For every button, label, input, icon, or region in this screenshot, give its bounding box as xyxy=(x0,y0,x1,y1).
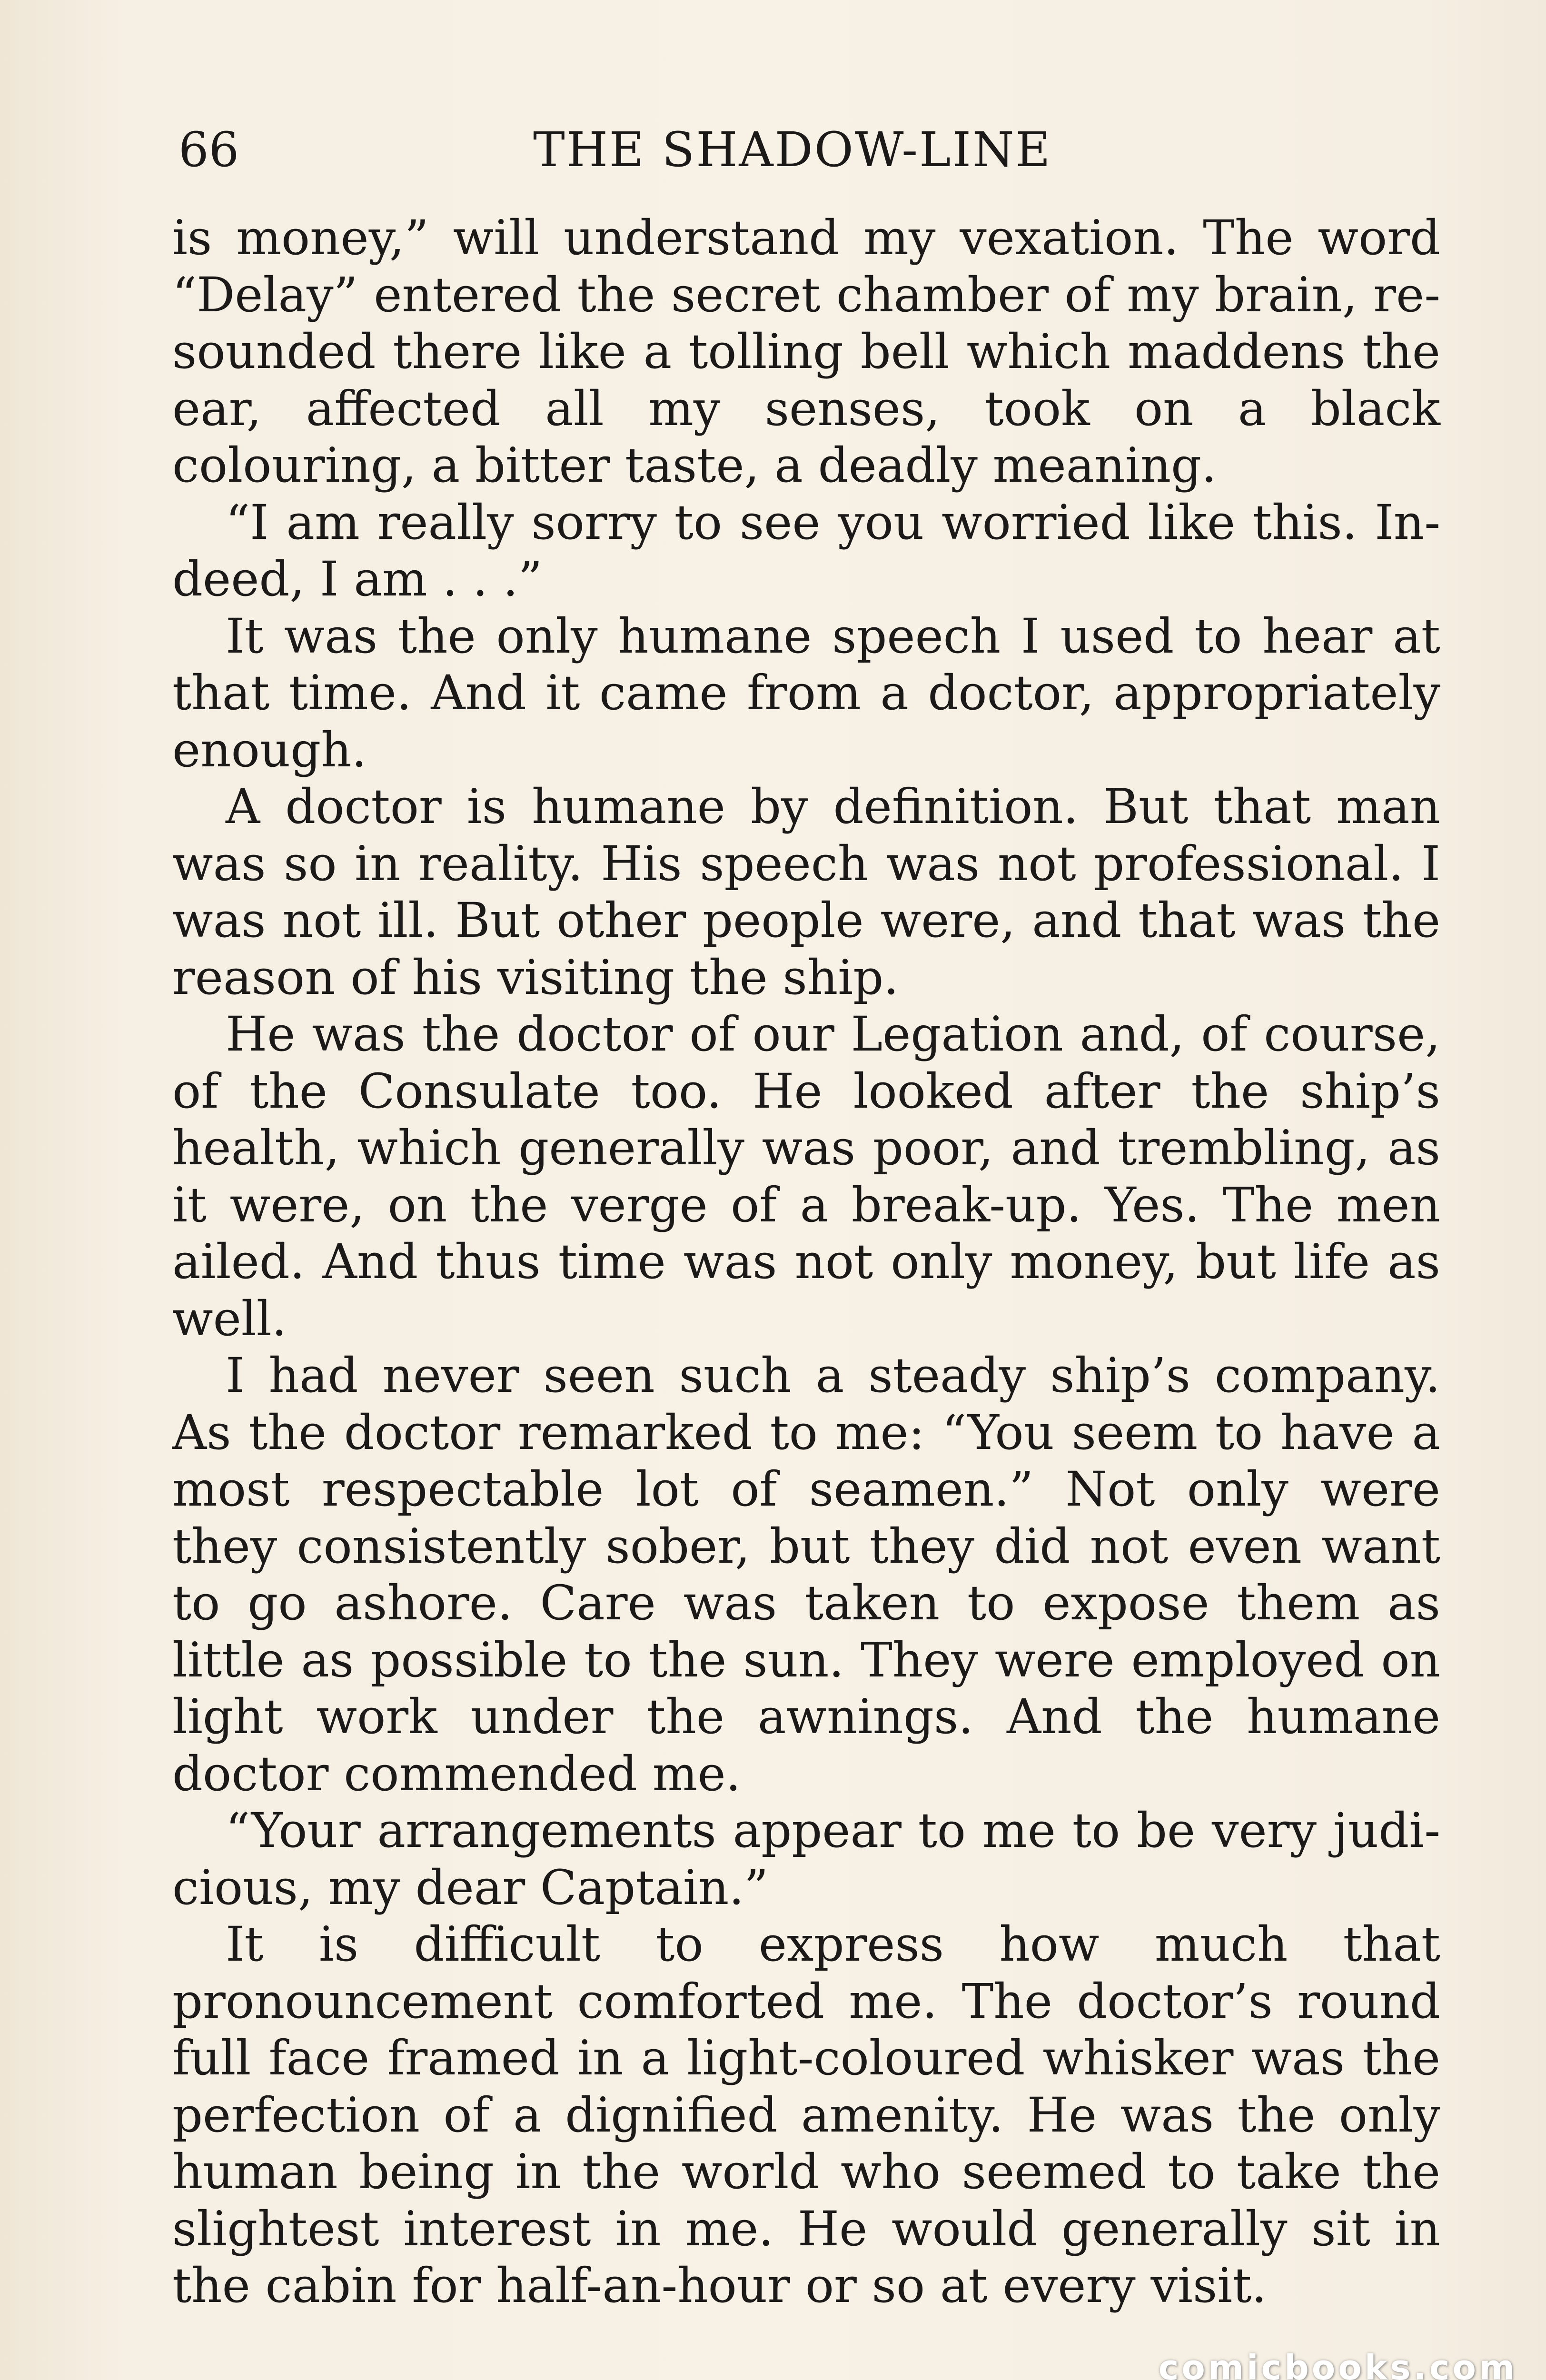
running-head xyxy=(171,114,1437,176)
body-text xyxy=(172,209,1440,2314)
paragraph: “Your arrangements appear to me to be very judicious, my dear Captain.” xyxy=(172,1803,1440,1915)
page-number: 66 xyxy=(178,122,239,178)
paragraph: It was the only humane speech I used to hear at that time. And it came from a doctor, appropriately enough. xyxy=(172,608,1440,778)
paragraph: is money,” will understand my vexation. The word “Delay” entered the secret chamber of my brain, resounded there like a tolling bell which maddens the ear, affected all my senses, took on a black colouring, a bitter taste, a deadly meaning. xyxy=(172,210,1440,493)
running-title: THE SHADOW-LINE xyxy=(533,122,1052,178)
paragraph: “I am really sorry to see you worried like this. Indeed, I am . . .” xyxy=(172,494,1440,607)
watermark: comicbooks.com xyxy=(1158,2348,1517,2380)
paragraph: A doctor is humane by definition. But that man was so in reality. His speech was not professional. I was not ill. But other people were, and that was the reason of his visiting the ship. xyxy=(172,779,1440,1005)
paragraph: It is difficult to express how much that pronouncement comforted me. The doctor’s round full face framed in a light-coloured whisker was the perfection of a dignified amenity. He was the only human being in the world who seemed to take the slightest interest in me. He would generally sit in the cabin for half-an-hour or so at every visit. xyxy=(172,1916,1440,2313)
paragraph: He was the doctor of our Legation and, of course, of the Consulate too. He looked after the ship’s health, which generally was poor, and trembling, as it were, on the verge of a break-up. Yes. The men ailed. And thus time was not only money, but life as well. xyxy=(172,1006,1440,1347)
paragraph: I had never seen such a steady ship’s company. As the doctor remarked to me: “You seem to have a most respectable lot of seamen.” Not only were they consistently sober, but they did not even want to go ashore. Care was taken to expose them as little as possible to the sun. They were employed on light work under the awnings. And the humane doctor commended me. xyxy=(172,1348,1440,1802)
